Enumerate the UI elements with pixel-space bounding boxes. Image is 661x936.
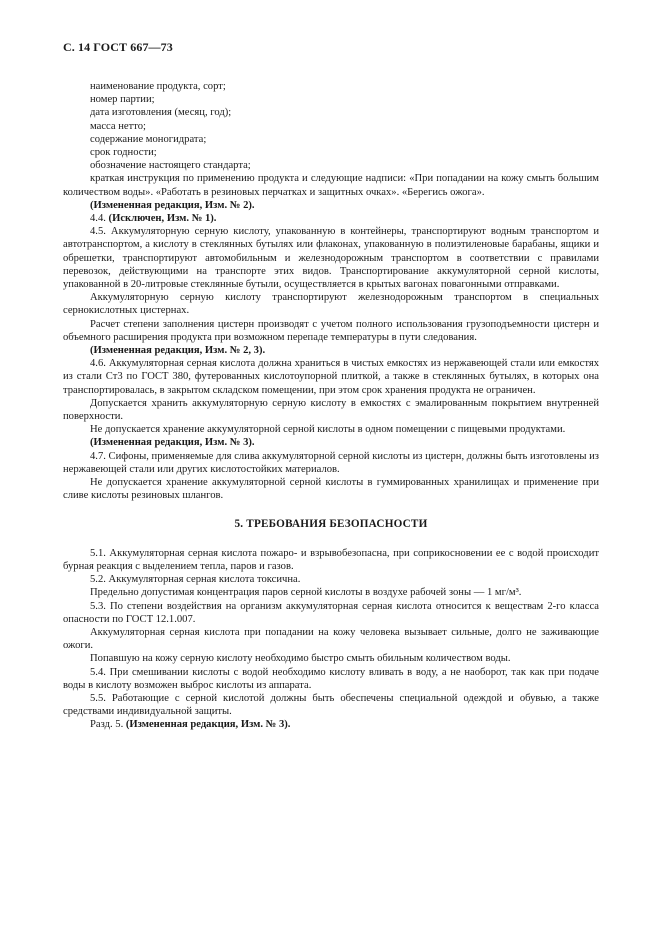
document-body: [63, 80, 599, 732]
paragraph-5-3-c: Попавшую на кожу серную кислоту необходимо быстро смыть обильным количеством воды.: [90, 653, 511, 665]
list-item: наименование продукта, сорт;: [90, 81, 226, 92]
list-item: обозначение настоящего стандарта;: [90, 160, 251, 172]
amendment-note: (Измененная редакция, Изм. № 2).: [90, 199, 255, 211]
paragraph-5-3-b: Аккумуляторная серная кислота при попадании на кожу человека вызывает сильные, долго не заживающие ожоги.: [63, 626, 599, 652]
list-item: срок годности;: [90, 147, 157, 159]
paragraph-4-6-c: Не допускается хранение аккумуляторной серной кислоты в одном помещении с пищевыми продуктами.: [90, 424, 566, 436]
list-item: содержание моногидрата;: [90, 133, 207, 145]
paragraph-4-6-b: Допускается хранить аккумуляторную серную кислоту в емкостях с эмалированным покрытием внутренней поверхности.: [63, 397, 599, 423]
list-item: дата изготовления (месяц, год);: [90, 107, 232, 119]
paragraph-5-5: 5.5. Работающие с серной кислотой должны быть обеспечены специальной одеждой и обувью, а также средствами индивидуальной защиты.: [63, 692, 599, 718]
amendment-note: (Измененная редакция, Изм. № 2, 3).: [90, 345, 266, 357]
clause-excluded-note: (Исключен, Изм. № 1).: [108, 213, 217, 225]
paragraph-5-2-b: Предельно допустимая концентрация паров серной кислоты в воздухе рабочей зоны — 1 мг/м³.: [90, 587, 522, 599]
paragraph-4-5-b: Аккумуляторную серную кислоту транспортируют железнодорожным транспортом в специальных сернокислотных цистернах.: [63, 292, 599, 317]
paragraph-4-7-b: Не допускается хранение аккумуляторной серной кислоты в гуммированных хранилищах и применение при сливе кислоты резиновых шлангов.: [63, 477, 599, 502]
paragraph-4-5: 4.5. Аккумуляторную серную кислоту, упакованную в контейнеры, транспортируют водным транспортом и автотранспортом, а кислоту в стеклянных бутылях или флаконах, упакованную в полиэтиленовые барабаны, ящики и обрешетки, транспортируют автомобильным и железнодорожным транспортом в соответствии с правилами перевозок, действующими на транспорте этих видов. Транспортирование аккумуляторной серной кислоты, упакованной в 20-литровые стеклянные бутыли, осуществляется в крытых вагонах повагонными отправками.: [63, 226, 599, 291]
final-note-amendment: (Измененная редакция, Изм. № 3).: [125, 719, 291, 731]
page-header: С. 14 ГОСТ 667—73: [63, 40, 173, 54]
paragraph-5-2: 5.2. Аккумуляторная серная кислота токсична.: [90, 574, 301, 586]
paragraph-4-5-c: Расчет степени заполнения цистерн производят с учетом полного использования грузоподъемности цистерн и объемного расширения продукта при возможном перепаде температуры в пути следования.: [63, 318, 599, 343]
paragraph-instruction: краткая инструкция по применению продукта и следующие надписи: «При попадании на кожу смыть большим количеством воды». «Работать в резиновых перчатках и защитных очках». «Берегись ожога».: [63, 173, 599, 198]
list-item: масса нетто;: [90, 120, 146, 132]
paragraph-5-4: 5.4. При смешивании кислоты с водой необходимо кислоту вливать в воду, а не наоборот, так как при подаче воды в кислоту возможен выброс кислоты из аппарата.: [63, 666, 599, 691]
final-note: [63, 718, 599, 731]
clause-number: 4.4.: [90, 213, 106, 225]
paragraph-5-1: 5.1. Аккумуляторная серная кислота пожаро- и взрывобезопасна, при соприкосновении ее с водой происходит бурная реакция с выделением тепла, паров и газов.: [63, 547, 599, 572]
paragraph-4-6: 4.6. Аккумуляторная серная кислота должна храниться в чистых емкостях из нержавеющей стали или емкостях из стали Ст3 по ГОСТ 380, футерованных кислотоупорной плиткой, а также в стеклянных бутылях, в которых она транспортировалась, в закрытом складском помещении, при этом срок хранения продукта не ограничен.: [63, 358, 599, 396]
list-item: номер партии;: [90, 94, 155, 106]
paragraph-5-3: 5.3. По степени воздействия на организм аккумуляторная серная кислота относится к веществам 2-го класса опасности по ГОСТ 12.1.007.: [63, 600, 599, 625]
section-title: 5. ТРЕБОВАНИЯ БЕЗОПАСНОСТИ: [234, 517, 428, 530]
paragraph-4-7: 4.7. Сифоны, применяемые для слива аккумуляторной серной кислоты из цистерн, должны быть изготовлены из нержавеющей стали или других кислотостойких материалов.: [63, 450, 599, 475]
amendment-note: (Измененная редакция, Изм. № 3).: [90, 437, 255, 449]
paragraph-4-4: [63, 212, 599, 225]
final-note-prefix: Разд. 5.: [90, 719, 124, 731]
